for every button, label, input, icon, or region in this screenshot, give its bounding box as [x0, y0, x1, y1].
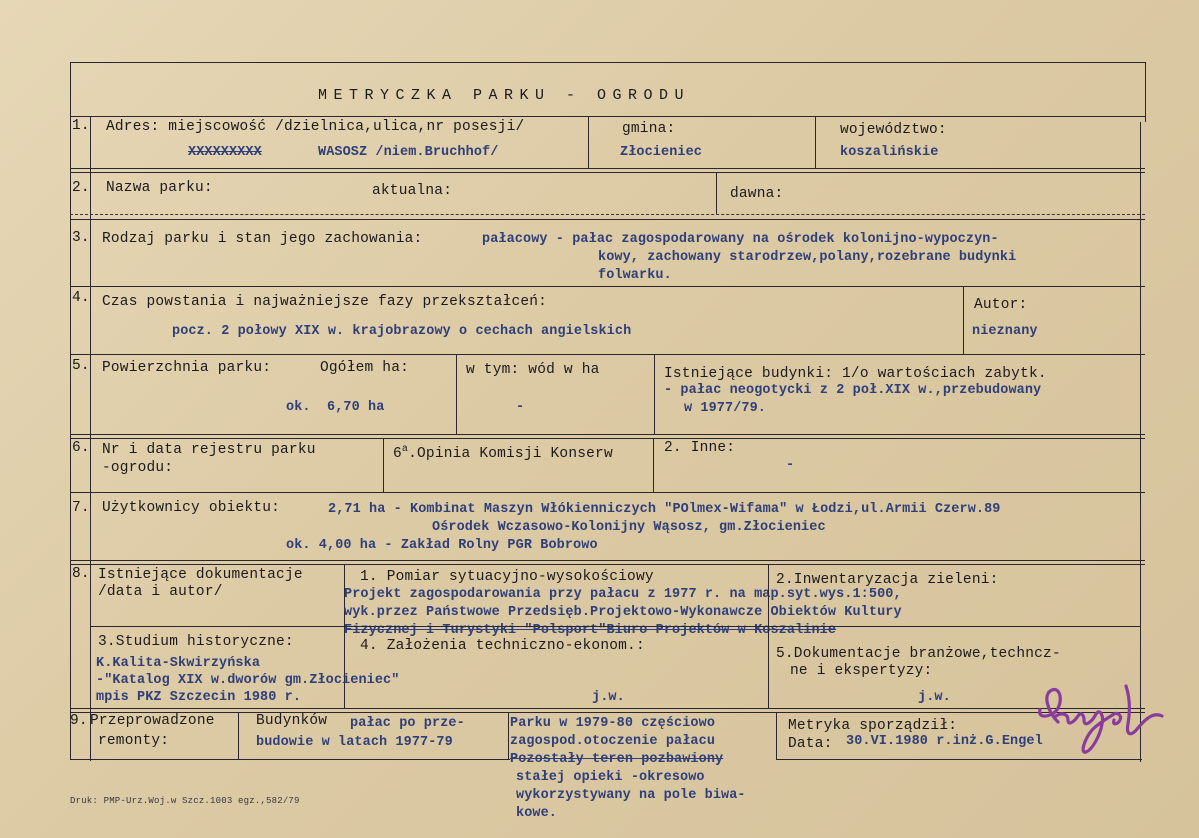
history-study-line-3: mpis PKZ Szczecin 1980 r.: [96, 690, 302, 705]
row9-top-line: [70, 708, 1145, 709]
row9-divider-2: [508, 712, 509, 760]
engel-signature: [1030, 672, 1170, 768]
other-label: 2. Inne:: [664, 440, 736, 456]
park-type-line-3: folwarku.: [598, 268, 672, 283]
row4-divider: [963, 286, 964, 354]
row7-number: 7.: [72, 500, 90, 516]
row6-top-line-2: [70, 438, 1145, 439]
survey-label: 1. Pomiar sytuacyjno-wysokościowy: [360, 569, 654, 585]
address-struck-value: XXXXXXXXX: [188, 145, 262, 160]
row5-divider-2: [654, 354, 655, 434]
row1-divider-1: [588, 116, 589, 168]
buildings-label: Istniejące budynki: 1/o wartościach zabytk.: [664, 366, 1047, 382]
frame-bottom-left: [70, 759, 510, 760]
history-study-line-1: K.Kalita-Skwirzyńska: [96, 656, 261, 671]
made-by-label: Metryka sporządził:: [788, 718, 958, 734]
users-line-1: 2,71 ha - Kombinat Maszyn Włókienniczych "POlmex-Wifama" w Łodzi,ul.Armii Czerw.89: [328, 502, 1001, 517]
branch-docs-value: j.w.: [918, 690, 951, 705]
docs-label-1: Istniejące dokumentacje: [98, 567, 303, 583]
address-label: Adres: miejscowość /dzielnica,ulica,nr posesji/: [106, 119, 525, 135]
survey-line-2: wyk.przez Państwowe Przedsięb.Projektowo-Wykonawcze Obiektów Kultury: [344, 605, 902, 620]
date-label: Data:: [788, 736, 833, 752]
frame-right-top: [1145, 62, 1146, 122]
row4-top-line: [70, 286, 1145, 287]
voivodeship-value: koszalińskie: [840, 145, 939, 160]
opinion-label: [393, 444, 613, 462]
park-repair-line-6: kowe.: [516, 806, 558, 821]
branch-docs-label-1: 5.Dokumentacje branżowe,techncz-: [776, 646, 1061, 662]
buildings-line-2: w 1977/79.: [684, 401, 767, 416]
register-label-1: Nr i data rejestru parku: [102, 442, 316, 458]
register-label-2: -ogrodu:: [102, 460, 174, 476]
survey-line-3: Fizycznej i Turystyki "Polsport"Biuro Projektów w Koszalinie: [344, 623, 837, 638]
opinion-text: .Opinia Komisji Konserw: [408, 445, 613, 462]
frame-top: [70, 62, 1145, 63]
row2-top-line-2: [70, 172, 1145, 173]
row6-divider-2: [653, 438, 654, 492]
park-repair-line-1: Parku w 1979-80 częściowo: [510, 716, 716, 731]
gmina-label: gmina:: [622, 121, 676, 137]
row8-divider-2: [768, 564, 769, 708]
gmina-value: Złocieniec: [620, 145, 703, 160]
current-name-label: aktualna:: [372, 183, 453, 199]
row1-top-line: [70, 116, 1145, 117]
water-area-value: -: [516, 400, 525, 415]
former-name-label: dawna:: [730, 186, 784, 202]
history-study-label: 3.Studium historyczne:: [98, 634, 294, 650]
total-area-label: Ogółem ha:: [320, 360, 410, 376]
park-repair-line-5: wykorzystywany na pole biwa-: [516, 788, 746, 803]
water-area-label: w tym: wód w ha: [466, 362, 600, 378]
row2-top-line: [70, 168, 1145, 169]
row5-top-line: [70, 354, 1145, 355]
date-value: 30.VI.1980 r.inż.G.Engel: [846, 734, 1043, 749]
park-type-label: Rodzaj parku i stan jego zachowania:: [102, 231, 423, 247]
park-repair-line-2: zagospod.otoczenie pałacu: [510, 734, 716, 749]
history-phases-value: pocz. 2 połowy XIX w. krajobrazowy o cechach angielskich: [172, 324, 632, 339]
buildings-repair-line-2: budowie w latach 1977-79: [256, 735, 453, 750]
docs-label-2: /data i autor/: [98, 584, 223, 600]
other-value: -: [786, 458, 795, 473]
form-title: METRYCZKA PARKU - OGRODU: [318, 87, 691, 104]
repairs-label-1: Przeprowadzone: [90, 713, 215, 729]
park-type-line-2: kowy, zachowany starodrzew,polany,rozebrane budynki: [598, 250, 1017, 265]
users-label: Użytkownicy obiektu:: [102, 500, 281, 516]
print-footer: Druk: PMP-Urz.Woj.w Szcz.1003 egz.,582/79: [70, 796, 300, 806]
row5-divider-1: [456, 354, 457, 434]
row6-number: 6.: [72, 440, 90, 456]
inventory-label: 2.Inwentaryzacja zieleni:: [776, 572, 999, 588]
row9-number: 9.: [70, 713, 88, 729]
park-repair-line-3: Pozostały teren pozbawiony: [510, 752, 724, 767]
address-value: WASOSZ /niem.Bruchhof/: [318, 145, 499, 160]
author-label: Autor:: [974, 297, 1028, 313]
park-type-line-1: pałacowy - pałac zagospodarowany na ośrodek kolonijno-wypoczyn-: [482, 232, 999, 247]
branch-docs-label-2: ne i ekspertyzy:: [790, 663, 933, 679]
row7-top-line: [70, 492, 1145, 493]
row5-number: 5.: [72, 358, 90, 374]
users-line-3: ok. 4,00 ha - Zakład Rolny PGR Bobrowo: [286, 538, 598, 553]
row2-number: 2.: [72, 180, 90, 196]
row3-top-line: [70, 214, 1145, 215]
row8-top-line-2: [70, 564, 1145, 565]
users-line-2: Ośrodek Wczasowo-Kolonijny Wąsosz, gm.Złocieniec: [432, 520, 826, 535]
row1-number: 1.: [72, 118, 90, 134]
row9-divider-1: [238, 712, 239, 760]
history-study-line-2: -"Katalog XIX w.dworów gm.Złocieniec": [96, 673, 400, 688]
frame-left: [70, 62, 71, 759]
buildings-repair-label: Budynków: [256, 713, 328, 729]
row1-divider-2: [815, 116, 816, 168]
row6-top-line: [70, 434, 1145, 435]
row3-top-line-2: [70, 219, 1145, 220]
row8-top-line: [70, 560, 1145, 561]
row8-number: 8.: [72, 566, 90, 582]
buildings-repair-line-1: pałac po prze-: [350, 716, 465, 731]
survey-line-1: Projekt zagospodarowania przy pałacu z 1977 r. na map.syt.wys.1:500,: [344, 587, 902, 602]
opinion-superscript: a: [401, 444, 409, 455]
row3-number: 3.: [72, 230, 90, 246]
row4-number: 4.: [72, 290, 90, 306]
row2-divider: [716, 172, 717, 214]
row9-top-line-2: [70, 712, 1145, 713]
park-repair-line-4: stałej opieki -okresowo: [516, 770, 705, 785]
opinion-number: 6: [393, 445, 402, 462]
history-phases-label: Czas powstania i najważniejsze fazy przekształceń:: [102, 294, 548, 310]
buildings-line-1: - pałac neogotycki z 2 poł.XIX w.,przebudowany: [664, 383, 1042, 398]
frame-right: [1140, 122, 1141, 762]
row8-mid-line: [90, 626, 1140, 627]
area-label: Powierzchnia parku:: [102, 360, 272, 376]
tech-assumptions-value: j.w.: [592, 690, 625, 705]
tech-assumptions-label: 4. Założenia techniczno-ekonom.:: [360, 638, 645, 654]
park-name-label: Nazwa parku:: [106, 180, 213, 196]
total-area-value: ok. 6,70 ha: [286, 400, 385, 415]
row6-divider-1: [383, 438, 384, 492]
voivodeship-label: województwo:: [840, 122, 947, 138]
repairs-label-2: remonty:: [98, 733, 170, 749]
row9-divider-3: [776, 712, 777, 760]
author-value: nieznany: [972, 324, 1038, 339]
